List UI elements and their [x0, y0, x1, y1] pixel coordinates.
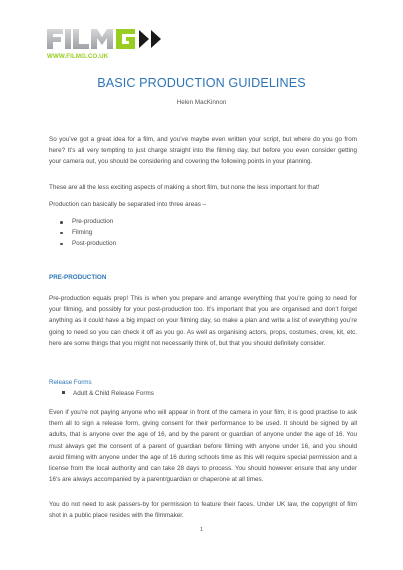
logo-wordmark-graphic: [47, 27, 169, 53]
document-title: BASIC PRODUCTION GUIDELINES: [97, 76, 306, 90]
release-forms-item: Adult & Child Release Forms: [62, 390, 154, 397]
intro-paragraph-1: So you’ve got a great idea for a film, and you’ve maybe even written your script, but where do you go from here? It’s all very tempting to just charge straight into the filming day, but before you even consider getting your camera out, you should be considering and covering the following points in your planning.: [49, 136, 357, 166]
production-stages-list: [60, 217, 116, 249]
subheading-release-forms: Release Forms: [49, 379, 92, 386]
logo-url: WWW.FILMG.CO.UK: [47, 53, 109, 60]
intro-paragraph-3: Production can basically be separated into three areas –: [49, 201, 207, 208]
section-heading-preproduction: PRE-PRODUCTION: [49, 274, 107, 281]
list-item: Filming: [60, 228, 116, 239]
preproduction-paragraph: Pre-production equals prep! This is when you prepare and arrange everything that you’re going to need for your filming, and possibly for your post-production too. It’s important that you are organised and don’t forget anything as it could have a big impact on your filming day, so make a plan and write a list of everything you’re going to need so you can check it off as you go. As well as organising actors, props, costumes, crew, kit, etc. here are some things that you might not necessarily think of, but that you should definitely consider.: [49, 295, 357, 347]
intro-paragraph-2: These are all the less exciting aspects of making a short film, but none the less important for that!: [49, 184, 320, 191]
list-item: Post-production: [60, 239, 116, 250]
release-paragraph-1: Even if you’re not paying anyone who will appear in front of the camera in your film, it is good practise to ask them all to sign a release form, giving consent for their performance to be used. It should be signed by all adults, that is anyone over the age of 16, and by the parent or guardian of anyone under the age of 16. You must always get the consent of a parent of guardian before filming with anyone under 16, and you should avoid filming with anyone under the age of 16 during schools time as this will require special permission and a license from the local authority and can take 28 days to process. You should however ensure that any under 16’s are always accompanied by a parent/guardian or chaperone at all times.: [49, 409, 357, 484]
bullet-icon: [60, 232, 63, 235]
list-item: Pre-production: [60, 217, 116, 228]
bullet-icon: [60, 243, 63, 246]
bullet-icon: [60, 221, 63, 224]
filmg-logo: [47, 27, 169, 61]
page-number: 1: [199, 527, 204, 533]
square-bullet-icon: [62, 391, 65, 394]
release-paragraph-2: You do not need to ask passers-by for permission to feature their faces. Under UK law, the copyright of film shot in a public place resides with the filmmaker.: [49, 501, 357, 520]
document-author: Helen MacKinnon: [176, 99, 227, 106]
